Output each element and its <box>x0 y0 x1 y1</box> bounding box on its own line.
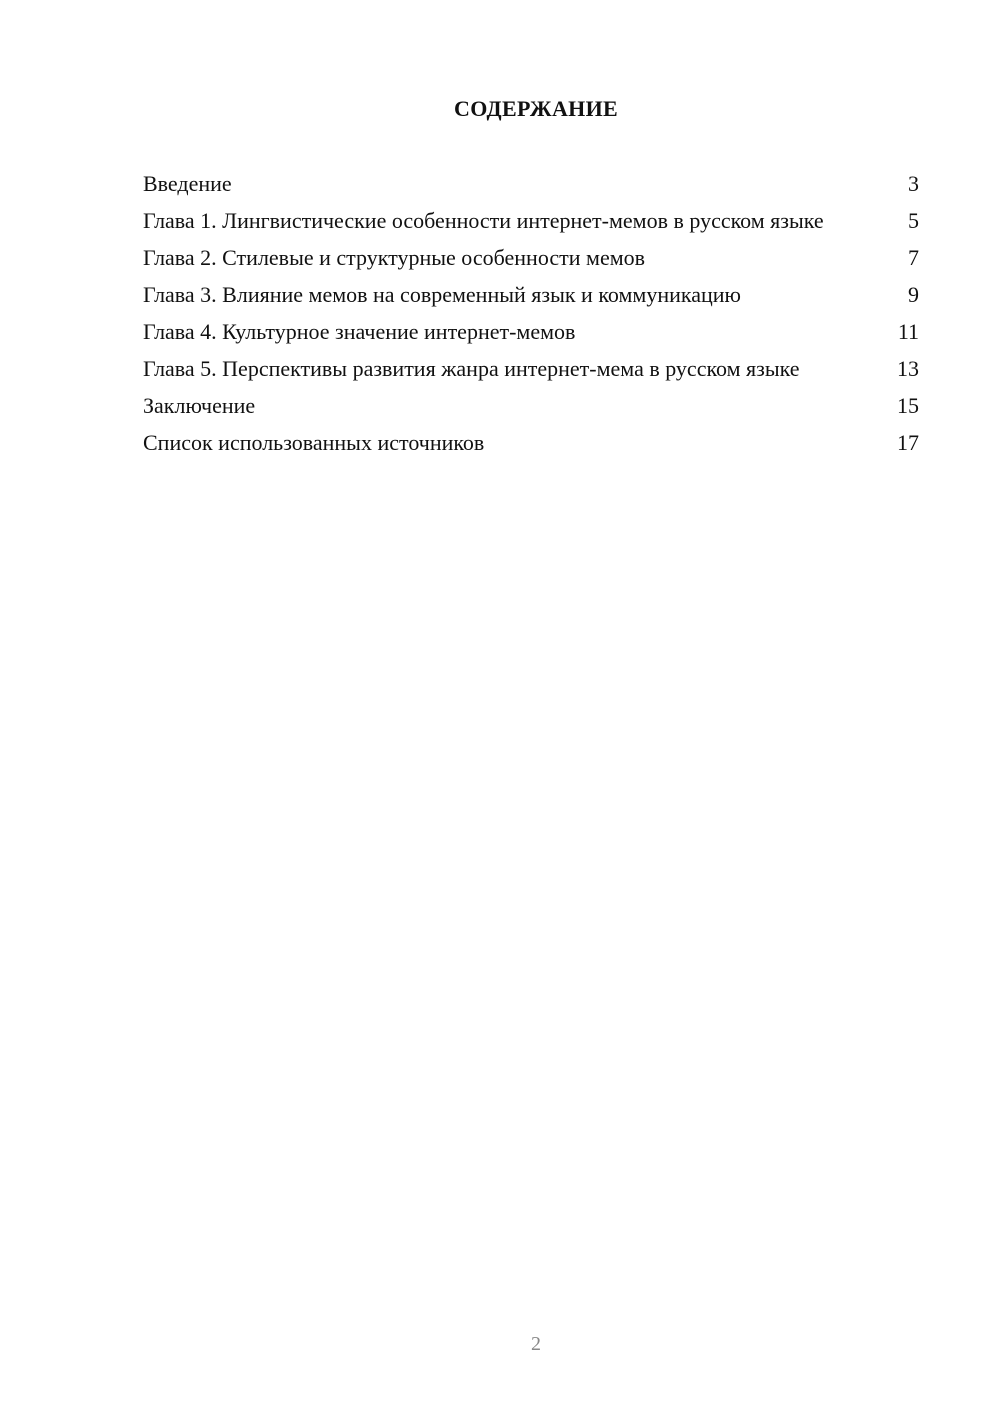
toc-entry-label: Глава 1. Лингвистические особенности интернет-мемов в русском языке <box>143 208 824 233</box>
toc-entry-page: 7 <box>908 245 919 270</box>
toc-entry-label: Глава 2. Стилевые и структурные особенности мемов <box>143 245 646 270</box>
page-title: СОДЕРЖАНИЕ <box>454 96 618 121</box>
toc-entry-references <box>143 429 919 456</box>
toc-entry-label: Глава 3. Влияние мемов на современный язык и коммуникацию <box>143 282 741 307</box>
toc-entry-page: 9 <box>908 282 919 307</box>
toc-entry-chapter-3 <box>143 281 919 308</box>
toc-entry-chapter-2 <box>143 244 919 271</box>
toc-entry-page: 3 <box>908 171 919 196</box>
toc-entry-page: 5 <box>908 208 919 233</box>
toc-entry-chapter-4 <box>143 318 919 345</box>
toc-entry-label: Глава 5. Перспективы развития жанра интернет-мема в русском языке <box>143 356 800 381</box>
toc-entry-introduction <box>143 170 919 197</box>
toc-entry-page: 15 <box>897 393 919 418</box>
toc-entry-label: Заключение <box>143 393 256 418</box>
toc-entry-page: 13 <box>897 356 919 381</box>
toc-entry-label: Введение <box>143 171 232 196</box>
page-number: 2 <box>531 1333 541 1355</box>
toc-entry-page: 17 <box>897 430 919 455</box>
toc-entry-conclusion <box>143 392 919 419</box>
toc-entry-chapter-1 <box>143 207 919 234</box>
toc-entry-page: 11 <box>897 319 919 344</box>
toc-entry-label: Список использованных источников <box>143 430 485 455</box>
table-of-contents <box>143 170 919 466</box>
toc-entry-chapter-5 <box>143 355 919 382</box>
toc-entry-label: Глава 4. Культурное значение интернет-мемов <box>143 319 576 344</box>
